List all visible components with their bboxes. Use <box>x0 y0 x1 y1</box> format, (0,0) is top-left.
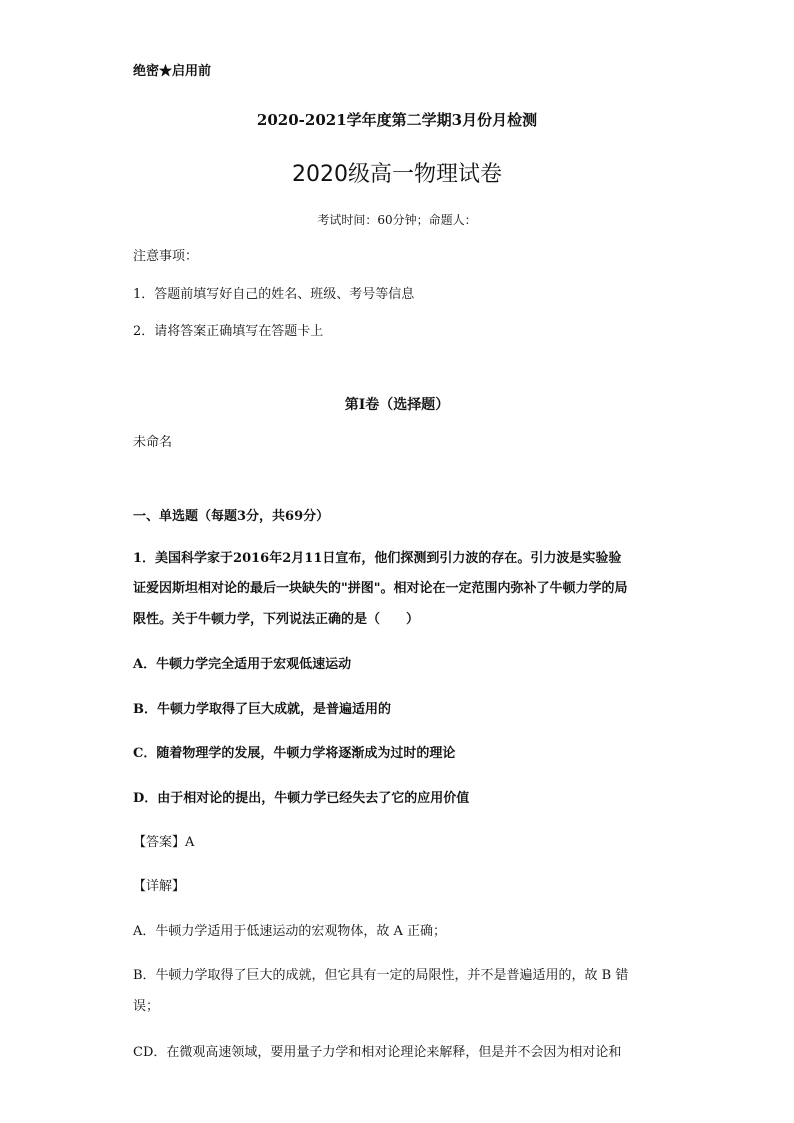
secret-label: 绝密★启用前 <box>133 64 212 79</box>
notice-heading: 注意事项： <box>133 249 199 264</box>
question-option-d: D．由于相对论的提出，牛顿力学已经失去了它的应用价值 <box>133 791 470 806</box>
notice-item: 2．请将答案正确填写在答题卡上 <box>133 324 324 339</box>
exam-title: 2020-2021学年度第二学期3月份月检测 <box>256 111 538 129</box>
question-option-c: C．随着物理学的发展，牛顿力学将逐渐成为过时的理论 <box>133 746 456 761</box>
part-title: 第I卷（选择题） <box>344 397 450 413</box>
question-option-a: A．牛顿力学完全适用于宏观低速运动 <box>133 657 352 672</box>
question-option-b: B．牛顿力学取得了巨大成就，是普遍适用的 <box>133 702 391 717</box>
section-heading: 一、单选题（每题3分，共69分） <box>133 509 330 524</box>
explanation-line: 误； <box>133 999 160 1014</box>
explanation-line: CD．在微观高速领域，要用量子力学和相对论理论来解释，但是并不会因为相对论和 <box>133 1045 622 1060</box>
exam-info: 考试时间：60分钟；命题人： <box>317 213 477 227</box>
explanation-line: B．牛顿力学取得了巨大的成就，但它具有一定的局限性，并不是普遍适用的，故 B 错 <box>133 968 629 983</box>
paper-title: 2020级高一物理试卷 <box>292 162 502 187</box>
explanation-line: A．牛顿力学适用于低速运动的宏观物体，故 A 正确； <box>133 924 447 939</box>
answer-label: 【答案】A <box>133 835 195 850</box>
question-stem-line: 1．美国科学家于2016年2月11日宣布，他们探测到引力波的存在。引力波是实验验 <box>133 551 622 566</box>
explain-label: 【详解】 <box>133 879 186 894</box>
question-stem-line: 限性。关于牛顿力学，下列说法正确的是（ ） <box>133 612 420 627</box>
notice-item: 1．答题前填写好自己的姓名、班级、考号等信息 <box>133 287 415 302</box>
part-subtitle: 未命名 <box>133 435 173 450</box>
question-stem-line: 证爱因斯坦相对论的最后一块缺失的"拼图"。相对论在一定范围内弥补了牛顿力学的局 <box>133 581 628 596</box>
